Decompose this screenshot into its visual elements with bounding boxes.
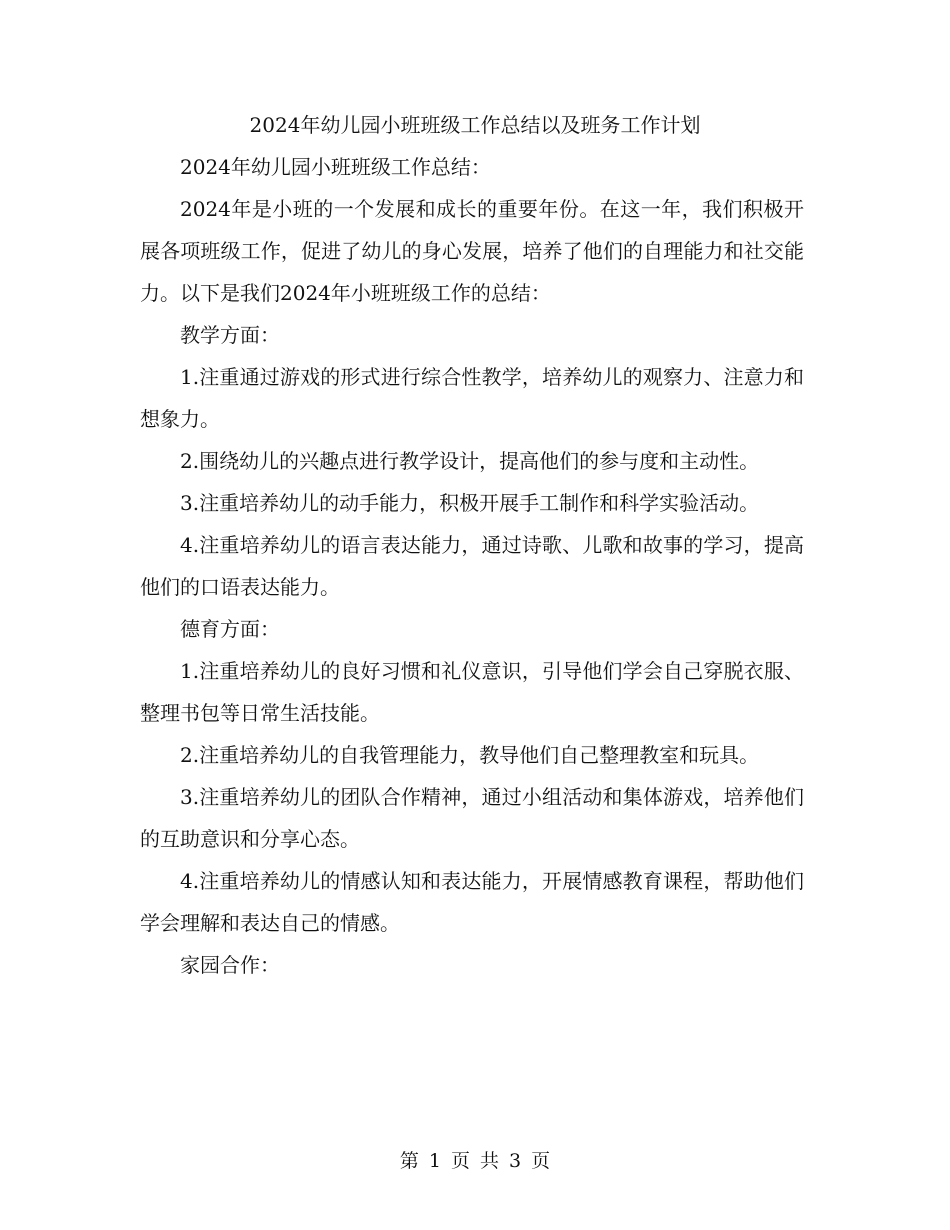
list-item-teaching-4: 4.注重培养幼儿的语言表达能力，通过诗歌、儿歌和故事的学习，提高他们的口语表达能力。 [140, 533, 804, 599]
list-item-teaching-1: 1.注重通过游戏的形式进行综合性教学，培养幼儿的观察力、注意力和想象力。 [140, 365, 804, 431]
list-item-moral-2: 2.注重培养幼儿的自我管理能力，教导他们自己整理教室和玩具。 [180, 743, 760, 767]
list-item-moral-1: 1.注重培养幼儿的良好习惯和礼仪意识，引导他们学会自己穿脱衣服、整理书包等日常生活技能。 [140, 659, 804, 725]
list-item-moral-3: 3.注重培养幼儿的团队合作精神，通过小组活动和集体游戏，培养他们的互助意识和分享心态。 [140, 785, 804, 851]
section-heading-teaching: 教学方面： [180, 323, 280, 347]
paragraph-intro: 2024年是小班的一个发展和成长的重要年份。在这一年，我们积极开展各项班级工作，促进了幼儿的身心发展，培养了他们的自理能力和社交能力。以下是我们2024年小班班级工作的总结： [140, 197, 804, 305]
document-title: 2024年幼儿园小班班级工作总结以及班务工作计划 [249, 113, 701, 137]
paragraph-summary-heading: 2024年幼儿园小班班级工作总结： [180, 155, 491, 179]
section-heading-home-school: 家园合作： [180, 953, 280, 977]
list-item-teaching-2: 2.围绕幼儿的兴趣点进行教学设计，提高他们的参与度和主动性。 [180, 449, 760, 473]
page-number-footer: 第 1 页 共 3 页 [399, 1150, 551, 1172]
list-item-moral-4: 4.注重培养幼儿的情感认知和表达能力，开展情感教育课程，帮助他们学会理解和表达自己的情感。 [140, 869, 804, 935]
list-item-teaching-3: 3.注重培养幼儿的动手能力，积极开展手工制作和科学实验活动。 [180, 491, 760, 515]
section-heading-moral: 德育方面： [180, 617, 280, 641]
document-body [140, 146, 804, 986]
